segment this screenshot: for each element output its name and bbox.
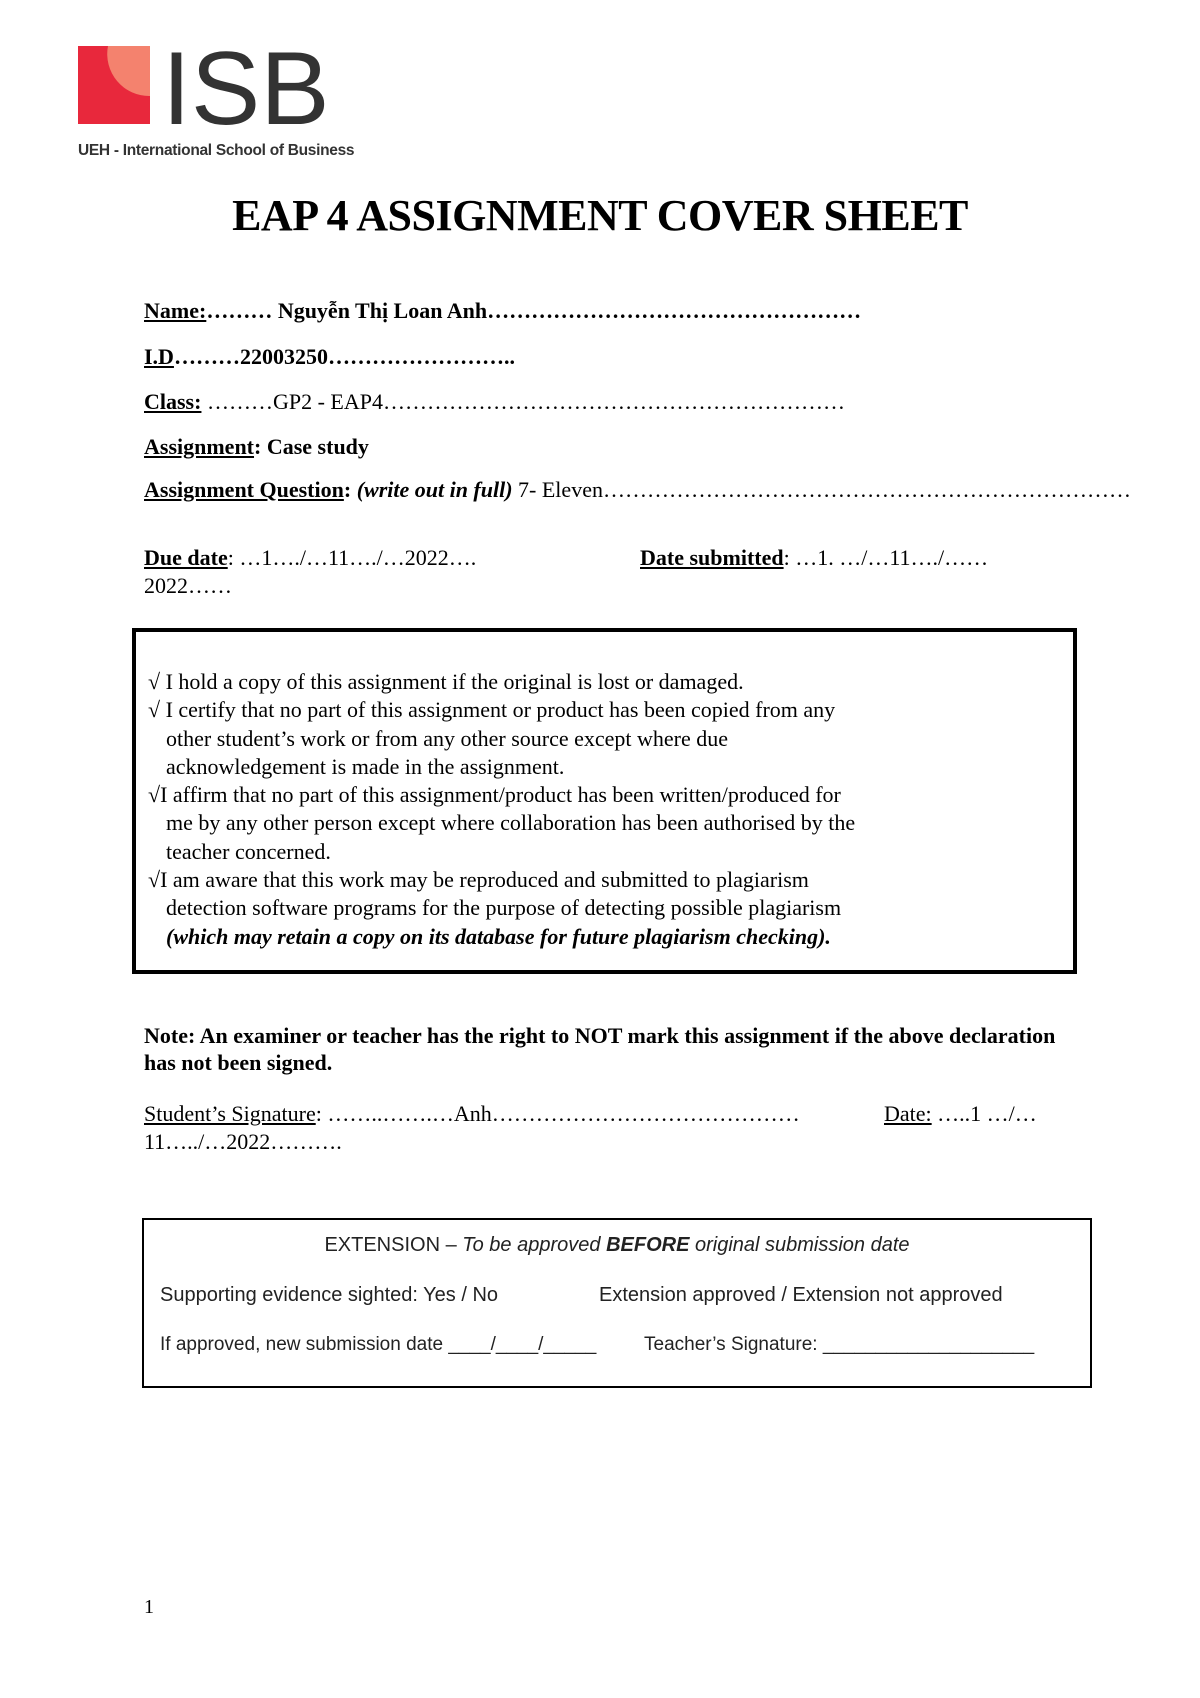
declaration-item: √I affirm that no part of this assignment/product has been written/produced for [148,782,841,808]
due-date-value: : …1…./…11…./…2022…. [227,545,477,570]
date-submitted-cont: 2022…… [144,573,232,598]
declaration-box [132,628,1077,974]
extension-title: EXTENSION – To be approved BEFORE original submission date [324,1234,910,1256]
question-field [144,477,1131,503]
assignment-label: Assignment [144,434,255,459]
due-date-label: Due date [144,545,228,570]
name-label: Name: [144,298,207,323]
class-field [144,389,845,415]
signature-value: : ……..…….…Anh…………………………………… [315,1101,800,1126]
evidence-sighted: Supporting evidence sighted: Yes / No [160,1284,499,1306]
due-date-field [144,545,476,571]
page-number: 1 [144,1596,154,1618]
check-icon: √ [148,867,161,893]
date-submitted-label: Date submitted [640,545,784,570]
signature-date-label: Date: [884,1101,932,1126]
logo-subtitle: UEH - International School of Business [78,142,355,159]
class-label: Class: [144,389,202,414]
class-value: ………GP2 - EAP4……………………………………………………… [201,389,845,414]
assignment-value: : Case study [254,434,369,459]
declaration-item: √ I certify that no part of this assignment or product has been copied from any [148,697,836,723]
id-label: I.D [144,344,174,369]
check-icon: √ [148,782,161,808]
note-text: Note: An examiner or teacher has the right to NOT mark this assignment if the above declaration has not been signed. [144,1023,1056,1075]
declaration-text: √ I hold a copy of this assignment if the original is lost or damaged. √ I certify that no part of this assignment or product has been copied from any other student’s work or from any other source except where due acknowledgement is made in the assignment. √I affirm that no part of this assignment/product has been written/produced for me by any other person except where collaboration has been authorised by the teacher concerned. √I am aware that this work may be reproduced and submitted to plagiarism detection software programs for the purpose of detecting possible plagiarism (which may retain a copy on its database for future plagiarism checking). [148,669,856,949]
name-value: ……… Nguyễn Thị Loan Anh…………………………………………… [206,298,862,323]
date-submitted-field [640,545,988,571]
new-submission-date: If approved, new submission date ____/____/_____ [160,1334,597,1355]
question-label: Assignment Question [144,477,344,502]
page-title: EAP 4 ASSIGNMENT COVER SHEET [232,191,968,240]
id-value: ………22003250…………………….. [173,344,515,369]
isb-logo-mark [78,46,378,136]
signature-field [144,1101,800,1127]
check-icon: √ [148,669,161,694]
signature-date-field [884,1101,1037,1127]
assignment-field [144,434,369,460]
name-field [144,298,861,324]
question-colon: : [343,477,357,502]
check-icon: √ [148,697,161,723]
declaration-item: √ I hold a copy of this assignment if the original is lost or damaged. [148,669,744,694]
teacher-signature: Teacher’s Signature: ____________________ [644,1334,1035,1355]
signature-date-cont: 11…../…2022………. [144,1129,342,1154]
date-submitted-value: : …1. …/…11…./…… [783,545,989,570]
isb-logo [78,46,378,166]
extension-approval: Extension approved / Extension not approved [599,1284,1003,1306]
signature-label: Student’s Signature [144,1101,316,1126]
extension-box [142,1218,1092,1388]
svg-text:ISB: ISB [162,46,330,136]
signature-date-value: …..1 …/… [931,1101,1037,1126]
question-hint: (write out in full) [356,477,513,502]
id-field [144,344,515,370]
question-value: 7- Eleven……………………………………………………………… [512,477,1131,502]
declaration-item: √I am aware that this work may be reproduced and submitted to plagiarism [148,867,809,893]
